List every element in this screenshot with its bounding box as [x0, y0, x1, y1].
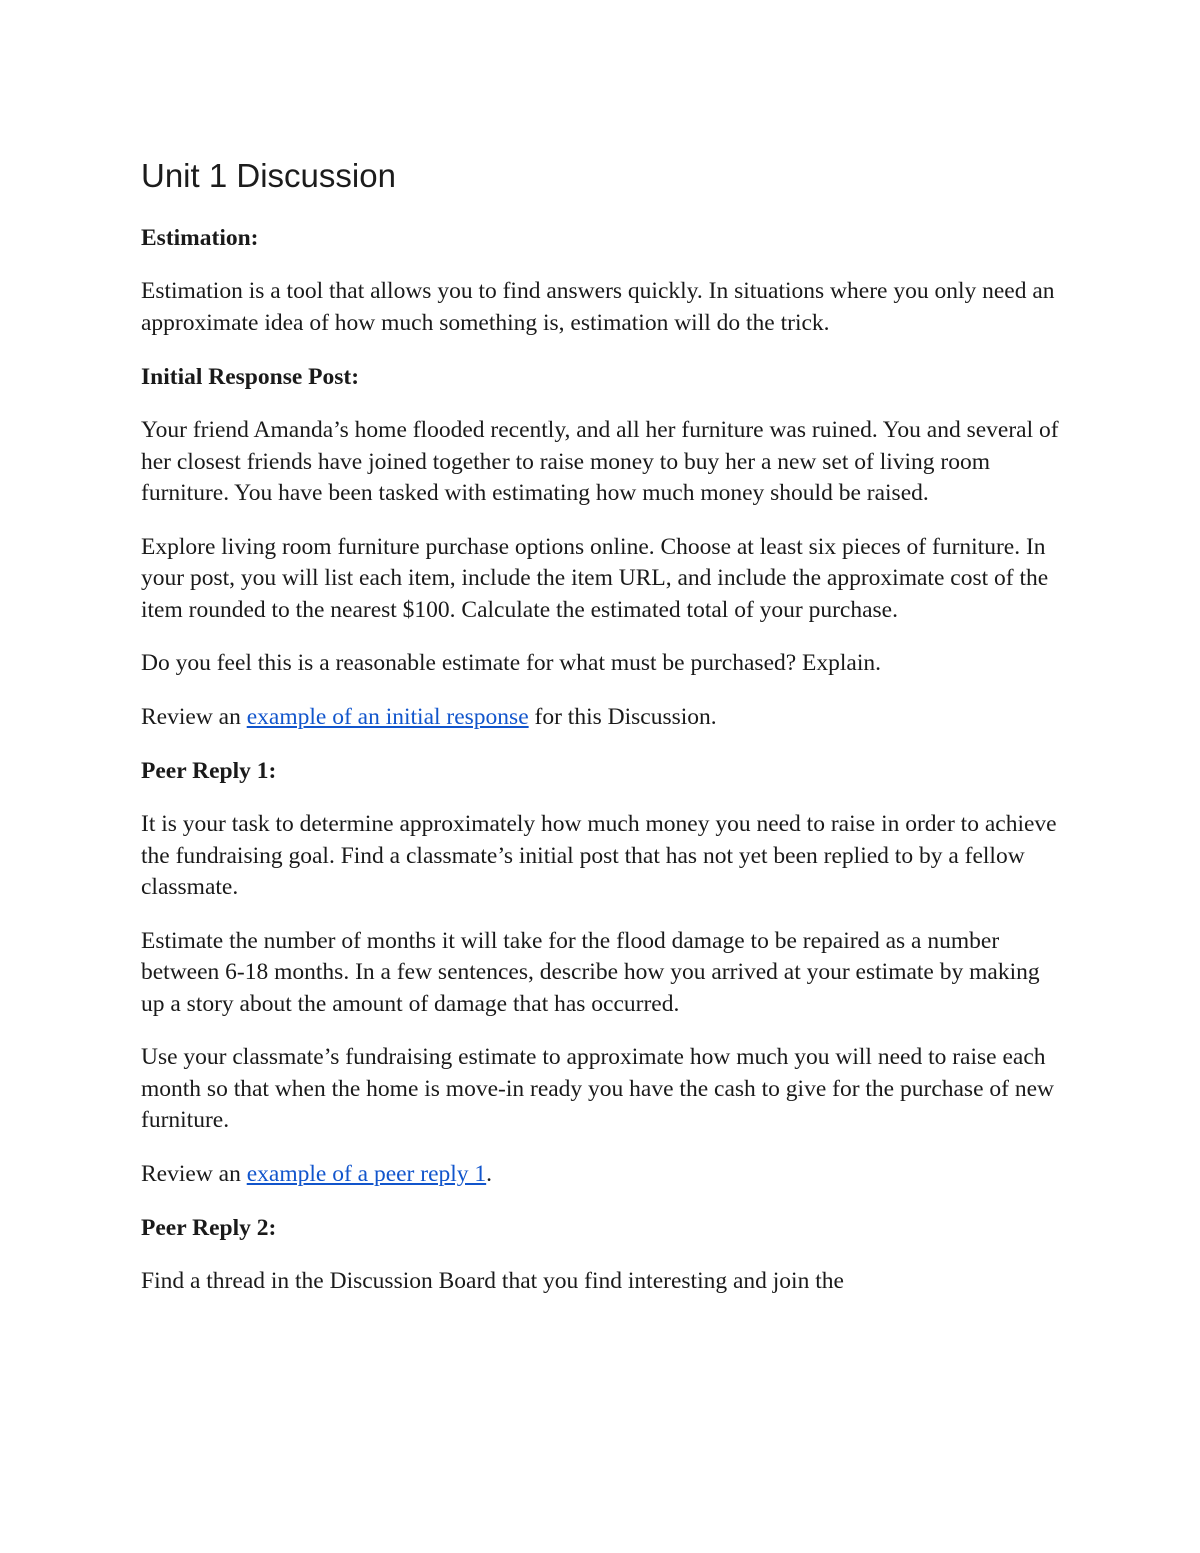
- peer1-paragraph-1: It is your task to determine approximately how much money you need to raise in order to achieve the fundraising goal. Find a classmate’s initial post that has not yet been replied to by a fellow classmate.: [141, 811, 1057, 900]
- review-suffix: .: [486, 1160, 493, 1187]
- estimation-heading: Estimation:: [141, 225, 259, 251]
- peer1-paragraph-3: Use your classmate’s fundraising estimate to approximate how much you will need to raise each month so that when the home is move-in ready you have the cash to give for the purchase of new furniture.: [141, 1044, 1054, 1133]
- initial-paragraph-2: Explore living room furniture purchase options online. Choose at least six pieces of furniture. In your post, you will list each item, include the item URL, and include the approximate cost of the item rounded to the nearest $100. Calculate the estimated total of your purchase.: [141, 533, 1049, 623]
- initial-paragraph-1: Your friend Amanda’s home flooded recently, and all her furniture was ruined. You and several of her closest friends have joined together to raise money to buy her a new set of living room furniture. You have been tasked with estimating how much money should be raised.: [141, 417, 1059, 506]
- peer-reply-2-heading: Peer Reply 2:: [141, 1215, 277, 1241]
- initial-response-example-link[interactable]: example of an initial response: [246, 703, 529, 730]
- document-page: [141, 150, 1066, 1320]
- peer-reply-1-heading: Peer Reply 1:: [141, 758, 277, 784]
- peer-reply-1-example-link[interactable]: example of a peer reply 1: [246, 1160, 487, 1187]
- page-title: Unit 1 Discussion: [141, 157, 396, 194]
- initial-paragraph-3: Do you feel this is a reasonable estimate for what must be purchased? Explain.: [141, 650, 882, 676]
- review-suffix: for this Discussion.: [528, 703, 717, 730]
- peer2-paragraph-1: Find a thread in the Discussion Board that you find interesting and join the: [141, 1268, 844, 1294]
- peer1-paragraph-2: Estimate the number of months it will take for the flood damage to be repaired as a number between 6-18 months. In a few sentences, describe how you arrived at your estimate by making up a story about the amount of damage that has occurred.: [141, 927, 1040, 1017]
- initial-review-paragraph: [141, 702, 1066, 734]
- estimation-paragraph: Estimation is a tool that allows you to find answers quickly. In situations where you only need an approximate idea of how much something is, estimation will do the trick.: [141, 278, 1055, 336]
- review-prefix: Review an: [141, 703, 247, 730]
- review-prefix: Review an: [141, 1160, 247, 1187]
- peer1-review-paragraph: [141, 1159, 1066, 1191]
- initial-response-heading: Initial Response Post:: [141, 364, 360, 390]
